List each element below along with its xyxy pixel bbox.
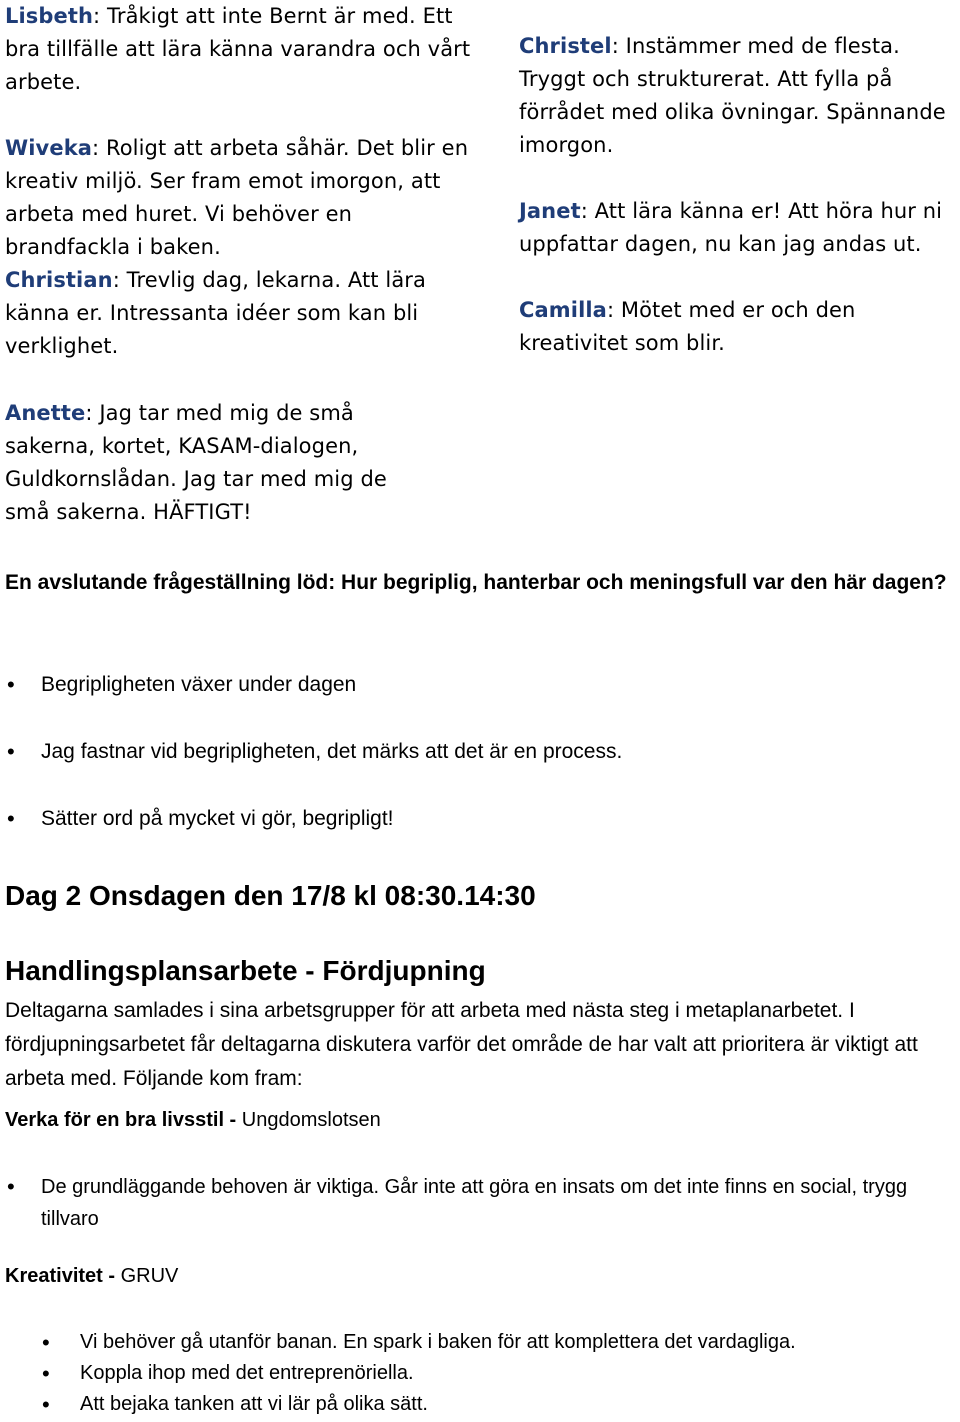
feedback-bullet-list xyxy=(0,668,960,836)
subheading-kreativitet: Kreativitet - GRUV xyxy=(5,1265,179,1287)
kreativitet-bullet-list xyxy=(0,1327,960,1420)
bullet-icon: • xyxy=(42,1361,50,1386)
right-comments-column xyxy=(519,30,959,360)
comment-author: Christel xyxy=(519,34,612,58)
comment-author: Wiveka xyxy=(5,136,93,160)
list-item: • Att bejaka tanken att vi lär på olika sätt. xyxy=(0,1389,960,1420)
comment-camilla: Camilla: Mötet med er och den kreativitet som blir. xyxy=(519,298,856,355)
left-comments-column xyxy=(5,0,475,363)
comment-author: Anette xyxy=(5,401,86,425)
comment-christian: Christian: Trevlig dag, lekarna. Att lära känna er. Intressanta idéer som kan bli verklighet. xyxy=(5,268,427,358)
comment-text: Tråkigt att inte Bernt är med. Ett bra tillfälle att lära känna varandra och vårt arbete. xyxy=(5,4,471,94)
comment-text: Roligt att arbeta såhär. Det blir en kreativ miljö. Ser fram emot imorgon, att arbeta med huret. Vi behöver en brandfackla i baken. xyxy=(5,136,469,259)
bullet-icon: • xyxy=(7,806,15,831)
list-item: • Begripligheten växer under dagen xyxy=(0,668,960,735)
bullet-icon: • xyxy=(42,1330,50,1355)
comment-anette-block xyxy=(5,397,435,529)
list-item: • De grundläggande behoven är viktiga. Går inte att göra en insats om det inte finns en social, trygg tillvaro xyxy=(0,1171,960,1235)
comment-text: Att lära känna er! Att höra hur ni uppfattar dagen, nu kan jag andas ut. xyxy=(519,199,943,256)
comment-author: Christian xyxy=(5,268,113,292)
bullet-icon: • xyxy=(42,1392,50,1417)
subheading-livsstil: Verka för en bra livsstil - Ungdomslotsen xyxy=(5,1109,381,1131)
comment-text: Jag tar med mig de små sakerna, kortet, KASAM-dialogen, Guldkornslådan. Jag tar med mig de små sakerna. HÄFTIGT! xyxy=(5,401,387,524)
comment-text: Instämmer med de flesta. Tryggt och strukturerat. Att fylla på förrådet med olika övningar. Spännande imorgon. xyxy=(519,34,946,157)
day-heading: Dag 2 Onsdagen den 17/8 kl 08:30.14:30 xyxy=(5,880,536,911)
list-item: • Jag fastnar vid begripligheten, det märks att det är en process. xyxy=(0,735,960,802)
comment-text: Mötet med er och den kreativitet som blir. xyxy=(519,298,856,355)
comment-wiveka: Wiveka: Roligt att arbeta såhär. Det blir en kreativ miljö. Ser fram emot imorgon, att arbeta med huret. Vi behöver en brandfackla i baken. xyxy=(5,136,469,259)
section-heading: Handlingsplansarbete - Fördjupning xyxy=(5,955,486,986)
comment-text: Trevlig dag, lekarna. Att lära känna er. Intressanta idéer som kan bli verklighet. xyxy=(5,268,427,358)
bullet-icon: • xyxy=(7,672,15,697)
list-item: • Sätter ord på mycket vi gör, begripligt! xyxy=(0,802,960,836)
comment-janet: Janet: Att lära känna er! Att höra hur ni uppfattar dagen, nu kan jag andas ut. xyxy=(519,199,943,256)
comment-author: Camilla xyxy=(519,298,607,322)
comment-christel: Christel: Instämmer med de flesta. Tryggt och strukturerat. Att fylla på förrådet med olika övningar. Spännande imorgon. xyxy=(519,34,946,157)
list-item: • Vi behöver gå utanför banan. En spark i baken för att komplettera det vardagliga. xyxy=(0,1327,960,1358)
closing-question: En avslutande frågeställning löd: Hur begriplig, hanterbar och meningsfull var den här dagen? xyxy=(5,571,947,594)
comment-anette: Anette: Jag tar med mig de små sakerna, kortet, KASAM-dialogen, Guldkornslådan. Jag tar med mig de små sakerna. HÄFTIGT! xyxy=(5,401,387,524)
comment-author: Janet xyxy=(519,199,581,223)
list-item: • Koppla ihop med det entreprenöriella. xyxy=(0,1358,960,1389)
bullet-icon: • xyxy=(7,1174,15,1199)
comment-author: Lisbeth xyxy=(5,4,94,28)
livsstil-bullet-list xyxy=(0,1171,960,1235)
comment-lisbeth: Lisbeth: Tråkigt att inte Bernt är med. Ett bra tillfälle att lära känna varandra och vårt arbete. xyxy=(5,4,471,94)
bullet-icon: • xyxy=(7,739,15,764)
section-body: Deltagarna samlades i sina arbetsgrupper för att arbeta med nästa steg i metaplanarbetet. I fördjupningsarbetet får deltagarna diskutera varför det område de har valt att prioritera är viktigt att arbeta med. Följande kom fram: xyxy=(5,999,918,1090)
